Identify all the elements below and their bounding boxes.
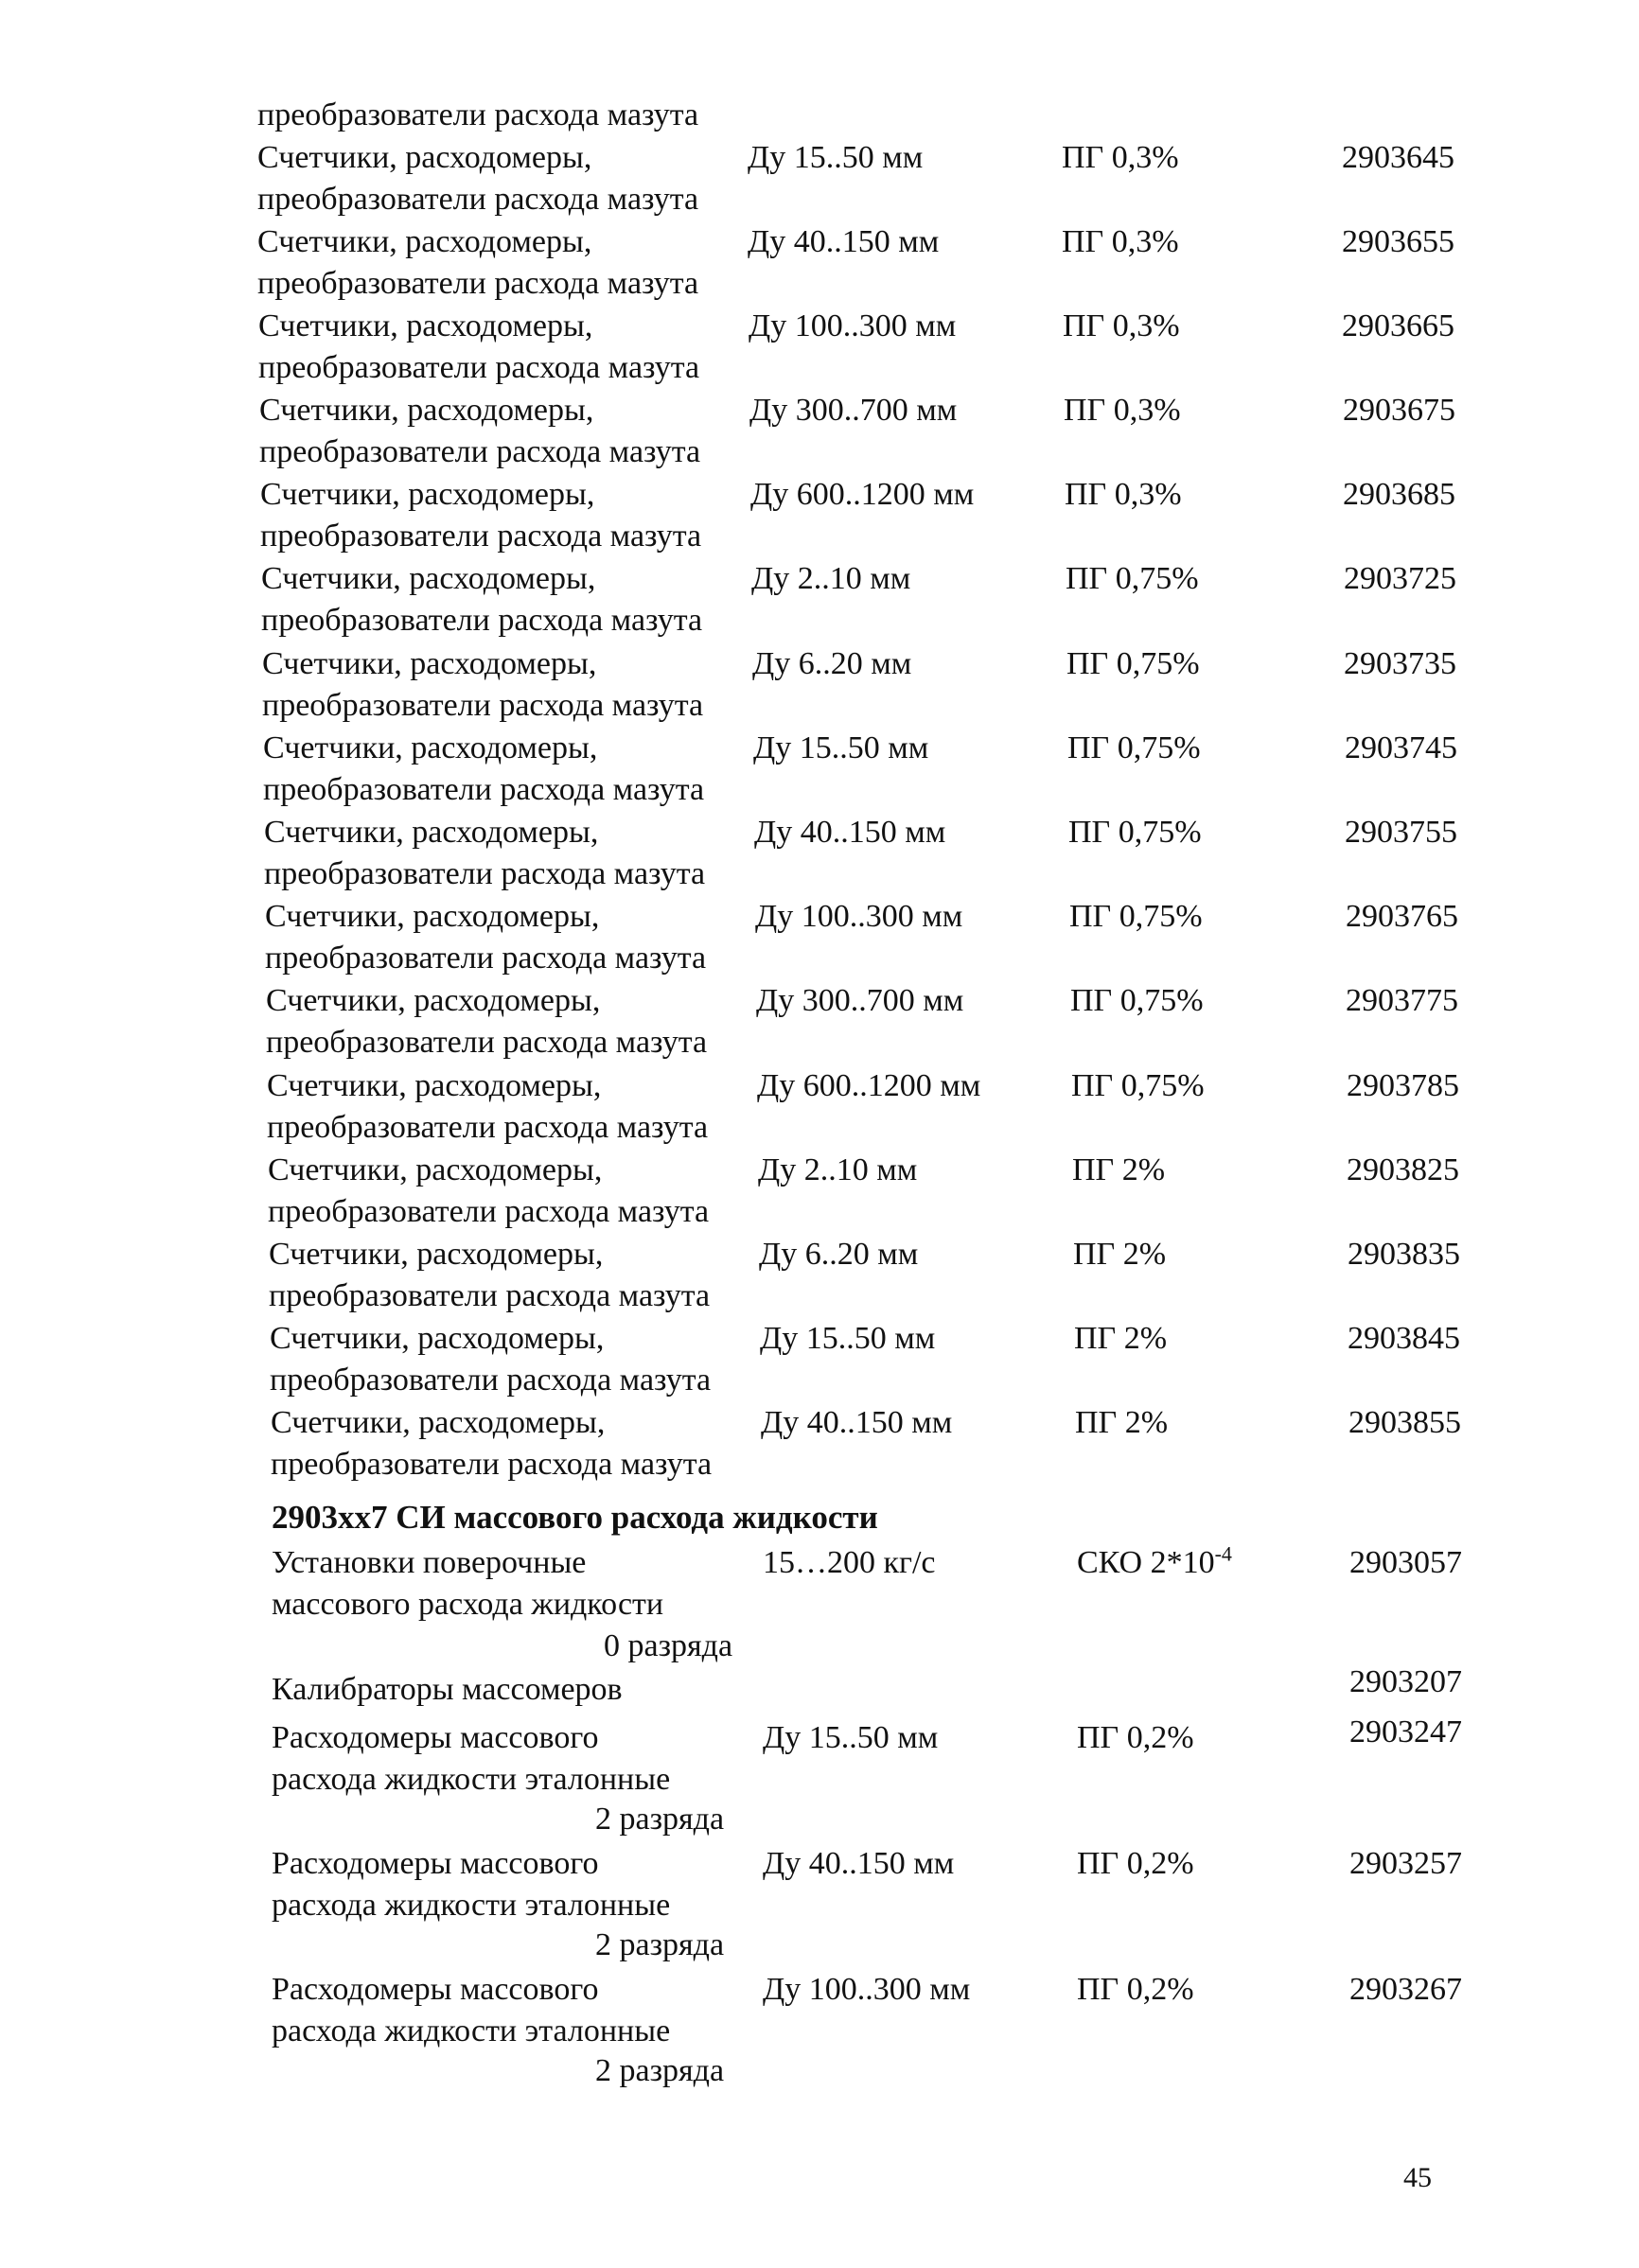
item-name: Счетчики, расходомеры, преобразователи расхода мазута (259, 393, 701, 469)
item-accuracy (1077, 1542, 1232, 1584)
table-row (0, 1234, 1639, 1319)
item-code: 2903755 (1345, 815, 1457, 850)
item-name: Счетчики, расходомеры, преобразователи расхода мазута (267, 1068, 709, 1145)
item-code: 2903675 (1343, 393, 1455, 428)
table-row (0, 306, 1639, 391)
item-code: 2903765 (1346, 899, 1458, 934)
item-rank: 2 разряда (595, 1927, 725, 1962)
page-number: 45 (1403, 2162, 1432, 2193)
item-name: Счетчики, расходомеры, преобразователи расхода мазута (257, 224, 699, 301)
table-row (0, 1318, 1639, 1403)
item-name: Счетчики, расходомеры, преобразователи расхода мазута (264, 815, 706, 891)
table-row (0, 980, 1639, 1065)
item-range: Ду 6..20 мм (759, 1237, 919, 1272)
item-range: Ду 15..50 мм (763, 1720, 939, 1755)
item-name: Расходомеры массового расхода жидкости эталонные (272, 1720, 671, 1797)
item-range: Ду 2..10 мм (758, 1152, 918, 1187)
item-range: Ду 40..150 мм (748, 224, 940, 259)
table-row (0, 390, 1639, 475)
item-range: Ду 15..50 мм (753, 730, 929, 765)
item-code: 2903257 (1349, 1846, 1462, 1881)
item-rank: 2 разряда (595, 2053, 725, 2088)
table-row (0, 137, 1639, 222)
item-name: Счетчики, расходомеры, преобразователи расхода мазута (270, 1321, 712, 1398)
table-row (0, 1664, 1639, 1714)
item-name: Счетчики, расходомеры, преобразователи расхода мазута (257, 140, 699, 217)
item-code: 2903057 (1349, 1545, 1462, 1580)
item-range: Ду 40..150 мм (754, 815, 946, 850)
item-name: Расходомеры массового расхода жидкости эталонные (272, 1972, 671, 2048)
item-range: Ду 300..700 мм (756, 983, 964, 1018)
accuracy-exponent: -4 (1214, 1541, 1232, 1566)
item-accuracy: ПГ 0,75% (1066, 646, 1200, 681)
item-accuracy: ПГ 0,75% (1067, 730, 1201, 765)
section-heading: 2903xx7 СИ массового расхода жидкости (272, 1499, 878, 1536)
item-name: Калибраторы массомеров (272, 1672, 623, 1707)
item-range: Ду 15..50 мм (748, 140, 924, 175)
item-name: Счетчики, расходомеры, преобразователи расхода мазута (258, 308, 700, 385)
item-code: 2903745 (1345, 730, 1457, 765)
item-accuracy: ПГ 0,75% (1066, 561, 1199, 596)
item-accuracy: ПГ 0,2% (1077, 1972, 1194, 2007)
table-row (0, 812, 1639, 897)
item-accuracy: ПГ 0,3% (1063, 308, 1180, 343)
item-range: Ду 15..50 мм (760, 1321, 936, 1356)
item-accuracy: ПГ 0,2% (1077, 1720, 1194, 1755)
item-range: Ду 40..150 мм (763, 1846, 955, 1881)
table-row (0, 1542, 1639, 1675)
table-row (0, 728, 1639, 813)
item-name: Счетчики, расходомеры, преобразователи расхода мазута (263, 730, 705, 807)
item-accuracy: ПГ 0,75% (1068, 815, 1202, 850)
item-name: Расходомеры массового расхода жидкости эталонные (272, 1846, 671, 1923)
table-row (0, 558, 1639, 643)
table-row (0, 1150, 1639, 1235)
item-range: 15…200 кг/с (763, 1545, 936, 1580)
table-row (0, 643, 1639, 729)
item-code: 2903855 (1348, 1405, 1461, 1440)
item-code: 2903207 (1349, 1664, 1462, 1699)
item-rank: 0 разряда (604, 1628, 733, 1663)
item-code: 2903267 (1349, 1972, 1462, 2007)
item-code: 2903655 (1342, 224, 1454, 259)
item-code: 2903645 (1342, 140, 1454, 175)
item-range: Ду 2..10 мм (751, 561, 911, 596)
item-code: 2903825 (1347, 1152, 1459, 1187)
item-accuracy: ПГ 0,2% (1077, 1846, 1194, 1881)
item-name: Счетчики, расходомеры, преобразователи расхода мазута (262, 646, 704, 723)
item-name: Счетчики, расходомеры, преобразователи расхода мазута (261, 561, 703, 638)
item-range: Ду 6..20 мм (752, 646, 912, 681)
item-code: 2903735 (1344, 646, 1456, 681)
item-range: Ду 300..700 мм (749, 393, 958, 428)
table-row (0, 1402, 1639, 1487)
item-name: Счетчики, расходомеры, преобразователи расхода мазута (265, 899, 707, 976)
item-accuracy: ПГ 0,3% (1062, 140, 1179, 175)
item-name: Счетчики, расходомеры, преобразователи расхода мазута (268, 1152, 710, 1229)
table-row (0, 474, 1639, 559)
item-code: 2903845 (1348, 1321, 1460, 1356)
item-range: Ду 100..300 мм (749, 308, 957, 343)
item-accuracy: ПГ 0,75% (1071, 1068, 1205, 1103)
item-range: Ду 600..1200 мм (750, 477, 975, 512)
item-code: 2903685 (1343, 477, 1455, 512)
top-fragment-text: преобразователи расхода мазута (257, 97, 699, 132)
item-accuracy: ПГ 0,3% (1065, 477, 1182, 512)
table-row (0, 1969, 1639, 2096)
item-name: Счетчики, расходомеры, преобразователи расхода мазута (266, 983, 708, 1060)
item-name: Счетчики, расходомеры, преобразователи расхода мазута (260, 477, 702, 554)
item-code: 2903785 (1347, 1068, 1459, 1103)
item-code: 2903665 (1342, 308, 1454, 343)
item-code: 2903247 (1349, 1714, 1462, 1749)
item-accuracy: ПГ 2% (1074, 1321, 1168, 1356)
item-name: Счетчики, расходомеры, преобразователи расхода мазута (271, 1405, 713, 1482)
table-row (0, 221, 1639, 307)
item-accuracy: ПГ 2% (1075, 1405, 1169, 1440)
item-code: 2903725 (1344, 561, 1456, 596)
item-range: Ду 600..1200 мм (757, 1068, 981, 1103)
item-accuracy: ПГ 2% (1072, 1152, 1166, 1187)
table-row (0, 1714, 1639, 1844)
item-code: 2903835 (1348, 1237, 1460, 1272)
item-accuracy: ПГ 0,3% (1062, 224, 1179, 259)
item-accuracy: ПГ 0,3% (1064, 393, 1181, 428)
item-accuracy: ПГ 2% (1073, 1237, 1167, 1272)
table-row (0, 1843, 1639, 1970)
item-name: Счетчики, расходомеры, преобразователи расхода мазута (269, 1237, 711, 1313)
accuracy-text: СКО 2*10 (1077, 1545, 1215, 1580)
item-accuracy: ПГ 0,75% (1069, 899, 1203, 934)
table-row (0, 1065, 1639, 1151)
item-range: Ду 100..300 мм (763, 1972, 971, 2007)
item-code: 2903775 (1346, 983, 1458, 1018)
item-range: Ду 40..150 мм (761, 1405, 953, 1440)
table-row (0, 896, 1639, 981)
item-accuracy: ПГ 0,75% (1070, 983, 1204, 1018)
item-range: Ду 100..300 мм (755, 899, 963, 934)
item-rank: 2 разряда (595, 1802, 725, 1837)
item-name: Установки поверочные массового расхода жидкости (272, 1545, 664, 1622)
